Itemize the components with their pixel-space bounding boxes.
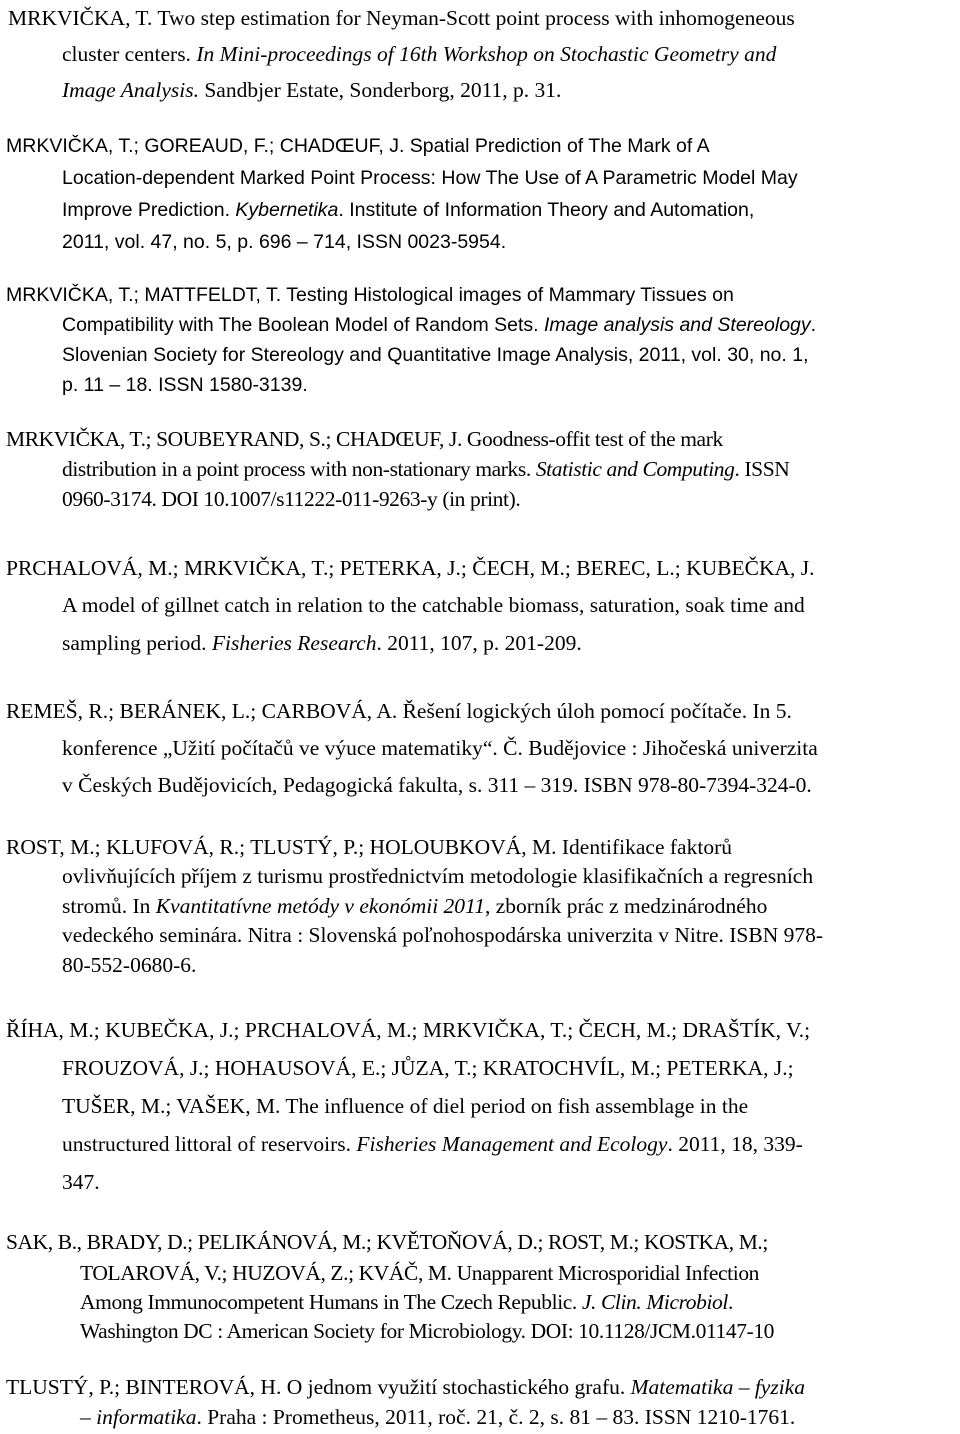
reference-text: stromů. In xyxy=(62,894,156,918)
reference-line xyxy=(80,1289,733,1315)
reference-text: TOLAROVÁ, V.; HUZOVÁ, Z.; KVÁČ, M. Unapparent Microsporidial Infection xyxy=(80,1261,760,1285)
reference-text: . Praha : Prometheus, 2011, roč. 21, č. 2, s. 81 – 83. ISSN 1210-1761. xyxy=(196,1405,796,1429)
reference-line xyxy=(62,372,308,398)
reference-source-title: Fisheries Management and Ecology xyxy=(356,1132,668,1156)
reference-text: . ISSN xyxy=(734,457,790,481)
reference-source-title: Image analysis and Stereology xyxy=(543,314,811,336)
reference-text: MRKVIČKA, T.; MATTFELDT, T. Testing Histological images of Mammary Tissues on xyxy=(6,284,734,306)
reference-line xyxy=(62,1131,803,1157)
reference-line xyxy=(62,1055,794,1081)
reference-text: MRKVIČKA, T. Two step estimation for Neyman-Scott point process with inhomogeneous xyxy=(8,6,795,30)
reference-text: REMEŠ, R.; BERÁNEK, L.; CARBOVÁ, A. Řešení logických úloh pomocí počítače. In 5. xyxy=(6,699,792,723)
reference-text: A model of gillnet catch in relation to the catchable biomass, saturation, soak time and xyxy=(62,593,805,617)
reference-line xyxy=(80,1260,759,1286)
reference-text: 2011, vol. 47, no. 5, p. 696 – 714, ISSN 0023-5954. xyxy=(62,231,507,253)
reference-text: ŘÍHA, M.; KUBEČKA, J.; PRCHALOVÁ, M.; MRKVIČKA, T.; ČECH, M.; DRAŠTÍK, V.; xyxy=(6,1018,811,1042)
reference-line xyxy=(62,342,809,368)
reference-line xyxy=(6,555,815,581)
reference-line xyxy=(62,1093,748,1119)
reference-text: Slovenian Society for Stereology and Quantitative Image Analysis, 2011, vol. 30, no. 1, xyxy=(62,344,809,366)
reference-text: 347. xyxy=(62,1170,100,1194)
reference-line xyxy=(62,41,776,67)
reference-line xyxy=(62,893,767,919)
reference-text: FROUZOVÁ, J.; HOHAUSOVÁ, E.; JŮZA, T.; KRATOCHVÍL, M.; PETERKA, J.; xyxy=(62,1056,794,1080)
reference-line xyxy=(6,834,732,860)
reference-text: sampling period. xyxy=(62,631,212,655)
reference-line xyxy=(62,165,798,191)
reference-text: konference „Užití počítačů ve výuce matematiky“. Č. Budějovice : Jihočeská univerzita xyxy=(62,736,818,760)
reference-source-title: Kybernetika xyxy=(235,199,339,221)
reference-line xyxy=(62,592,805,618)
reference-line xyxy=(62,77,561,103)
reference-text: 0960-3174. DOI 10.1007/s11222-011-9263-y (in print). xyxy=(62,487,521,511)
reference-line xyxy=(62,312,816,338)
reference-source-title: Statistic and Computing xyxy=(535,457,735,481)
reference-text: cluster centers. xyxy=(62,42,197,66)
reference-line xyxy=(6,133,710,159)
reference-text: MRKVIČKA, T.; SOUBEYRAND, S.; CHADŒUF, J. Goodness-offit test of the mark xyxy=(6,427,723,451)
reference-line xyxy=(62,630,582,656)
reference-text: . Institute of Information Theory and Automation, xyxy=(338,199,755,221)
reference-source-title: Kvantitatívne metódy v ekonómii 2011 xyxy=(155,894,485,918)
reference-line xyxy=(62,863,813,889)
reference-line xyxy=(62,197,754,223)
reference-text: Location-dependent Marked Point Process: How The Use of A Parametric Model May xyxy=(62,167,798,189)
reference-text: unstructured littoral of reservoirs. xyxy=(62,1132,357,1156)
reference-line xyxy=(62,735,818,761)
reference-source-title: – informatika xyxy=(80,1405,197,1429)
reference-line xyxy=(62,1169,100,1195)
reference-line xyxy=(62,922,823,948)
reference-line xyxy=(6,1017,810,1043)
reference-text: TUŠER, M.; VAŠEK, M. The influence of diel period on fish assemblage in the xyxy=(62,1094,749,1118)
reference-line xyxy=(6,1229,768,1255)
reference-line xyxy=(6,282,734,308)
reference-line xyxy=(62,229,506,255)
reference-line xyxy=(62,952,196,978)
reference-text: . xyxy=(810,314,817,336)
reference-text: . xyxy=(727,1290,733,1314)
reference-text: . 2011, 18, 339- xyxy=(667,1132,803,1156)
reference-source-title: Image Analysis. xyxy=(62,78,199,102)
reference-line xyxy=(6,426,723,452)
reference-line xyxy=(80,1318,774,1344)
reference-text: Sandbjer Estate, Sonderborg, 2011, p. 31. xyxy=(198,78,562,102)
reference-source-title: Matematika – fyzika xyxy=(630,1375,805,1399)
reference-line xyxy=(6,1374,805,1400)
reference-text: . 2011, 107, p. 201-209. xyxy=(376,631,582,655)
reference-text: PRCHALOVÁ, M.; MRKVIČKA, T.; PETERKA, J.; ČECH, M.; BEREC, L.; KUBEČKA, J. xyxy=(6,556,815,580)
reference-text: vedeckého seminára. Nitra : Slovenská poľnohospodárska univerzita v Nitre. ISBN 978- xyxy=(62,923,824,947)
reference-text: ROST, M.; KLUFOVÁ, R.; TLUSTÝ, P.; HOLOUBKOVÁ, M. Identifikace faktorů xyxy=(6,835,732,859)
reference-line xyxy=(62,772,812,798)
reference-text: 80-552-0680-6. xyxy=(62,953,197,977)
reference-text: distribution in a point process with non-stationary marks. xyxy=(62,457,536,481)
reference-text: Compatibility with The Boolean Model of Random Sets. xyxy=(62,314,544,336)
reference-text: SAK, B., BRADY, D.; PELIKÁNOVÁ, M.; KVĚTOŇOVÁ, D.; ROST, M.; KOSTKA, M.; xyxy=(6,1230,768,1254)
reference-line xyxy=(6,698,792,724)
reference-text: Among Immunocompetent Humans in The Czech Republic. xyxy=(80,1290,582,1314)
reference-text: , zborník prác z medzinárodného xyxy=(484,894,768,918)
reference-source-title: In Mini-proceedings of 16th Workshop on Stochastic Geometry and xyxy=(196,42,777,66)
reference-text: p. 11 – 18. ISSN 1580-3139. xyxy=(62,374,308,396)
reference-source-title: Fisheries Research xyxy=(211,631,377,655)
reference-text: TLUSTÝ, P.; BINTEROVÁ, H. O jednom využití stochastického grafu. xyxy=(6,1375,631,1399)
reference-source-title: J. Clin. Microbiol xyxy=(581,1290,728,1314)
reference-line xyxy=(62,456,789,482)
reference-line xyxy=(8,5,795,31)
reference-text: Washington DC : American Society for Microbiology. DOI: 10.1128/JCM.01147-10 xyxy=(80,1319,775,1343)
reference-text: ovlivňujících příjem z turismu prostřednictvím metodologie klasifikačních a regresních xyxy=(62,864,814,888)
reference-text: MRKVIČKA, T.; GOREAUD, F.; CHADŒUF, J. Spatial Prediction of The Mark of A xyxy=(6,135,710,157)
reference-text: v Českých Budějovicích, Pedagogická fakulta, s. 311 – 319. ISBN 978-80-7394-324-0. xyxy=(62,773,812,797)
reference-text: Improve Prediction. xyxy=(62,199,236,221)
reference-line xyxy=(80,1404,795,1430)
reference-line xyxy=(62,486,520,512)
